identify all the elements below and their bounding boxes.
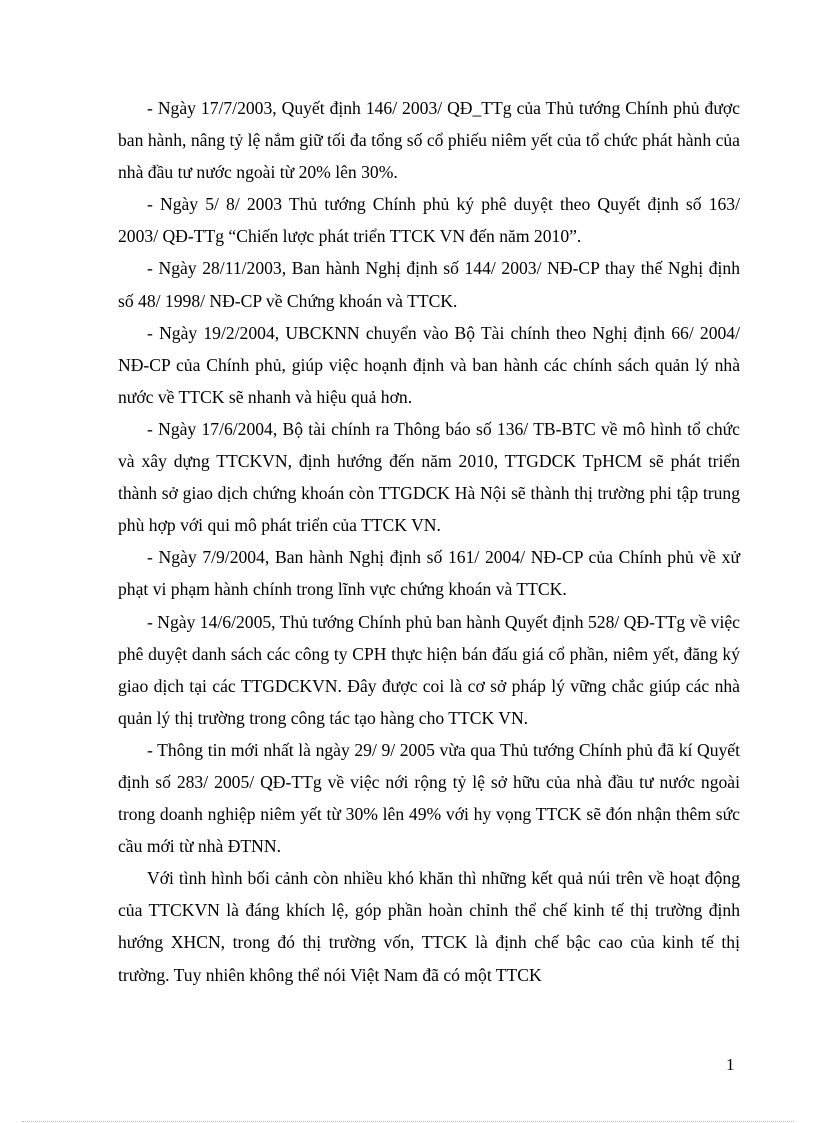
paragraph-2003-07-17: - Ngày 17/7/2003, Quyết định 146/ 2003/ QĐ_TTg của Thủ tướng Chính phủ được ban hành, nâng tỷ lệ nắm giữ tối đa tổng số cổ phiếu niêm yết của tổ chức phát hành của nhà đầu tư nước ngoài từ 20% lên 30%. — [118, 98, 740, 183]
page-number: 1 — [726, 1055, 735, 1074]
paragraph-2004-06-17: - Ngày 17/6/2004, Bộ tài chính ra Thông báo số 136/ TB-BTC về mô hình tổ chức và xây dựng TTCKVN, định hướng đến năm 2010, TTGDCK TpHCM sẽ phát triển thành sở giao dịch chứng khoán còn TTGDCK Hà Nội sẽ thành thị trường phi tập trung phù hợp với qui mô phát triển của TTCK VN. — [118, 418, 740, 536]
page-bottom-divider — [22, 1121, 794, 1122]
paragraph-2003-08-05: - Ngày 5/ 8/ 2003 Thủ tướng Chính phủ ký phê duyệt theo Quyết định số 163/ 2003/ QĐ-TTg “Chiến lược phát triển TTCK VN đến năm 2010”. — [118, 194, 740, 247]
paragraph-2003-11-28: - Ngày 28/11/2003, Ban hành Nghị định số 144/ 2003/ NĐ-CP thay thế Nghị định số 48/ 1998/ NĐ-CP về Chứng khoán và TTCK. — [118, 258, 740, 311]
paragraph-2004-02-19: - Ngày 19/2/2004, UBCKNN chuyển vào Bộ Tài chính theo Nghị định 66/ 2004/ NĐ-CP của Chính phủ, giúp việc hoạnh định và ban hành các chính sách quản lý nhà nước về TTCK sẽ nhanh và hiệu quả hơn. — [118, 322, 740, 407]
paragraph-2005-09-29: - Thông tin mới nhất là ngày 29/ 9/ 2005 vừa qua Thủ tướng Chính phủ đã kí Quyết định số 283/ 2005/ QĐ-TTg về việc nới rộng tỷ lệ sở hữu của nhà đầu tư nước ngoài trong doanh nghiệp niêm yết từ 30% lên 49% với hy vọng TTCK sẽ đón nhận thêm sức cầu mới từ nhà ĐTNN. — [118, 739, 740, 857]
paragraph-2005-06-14: - Ngày 14/6/2005, Thủ tướng Chính phủ ban hành Quyết định 528/ QĐ-TTg về việc phê duyệt danh sách các công ty CPH thực hiện bán đấu giá cổ phần, niêm yết, đăng ký giao dịch tại các TTGDCKVN. Đây được coi là cơ sở pháp lý vững chắc giúp các nhà quản lý thị trường trong công tác tạo hàng cho TTCK VN. — [118, 611, 740, 728]
paragraph-2004-09-07: - Ngày 7/9/2004, Ban hành Nghị định số 161/ 2004/ NĐ-CP của Chính phủ về xử phạt vi phạm hành chính trong lĩnh vực chứng khoán và TTCK. — [118, 547, 740, 600]
paragraph-conclusion: Với tình hình bối cảnh còn nhiều khó khăn thì những kết quả núi trên về hoạt động của TTCKVN là đáng khích lệ, góp phần hoàn chỉnh thể chế kinh tế thị trường định hướng XHCN, trong đó thị trường vốn, TTCK là định chế bậc cao của kinh tế thị trường. Tuy nhiên không thể nói Việt Nam đã có một TTCK — [118, 868, 740, 985]
document-body — [118, 92, 740, 991]
